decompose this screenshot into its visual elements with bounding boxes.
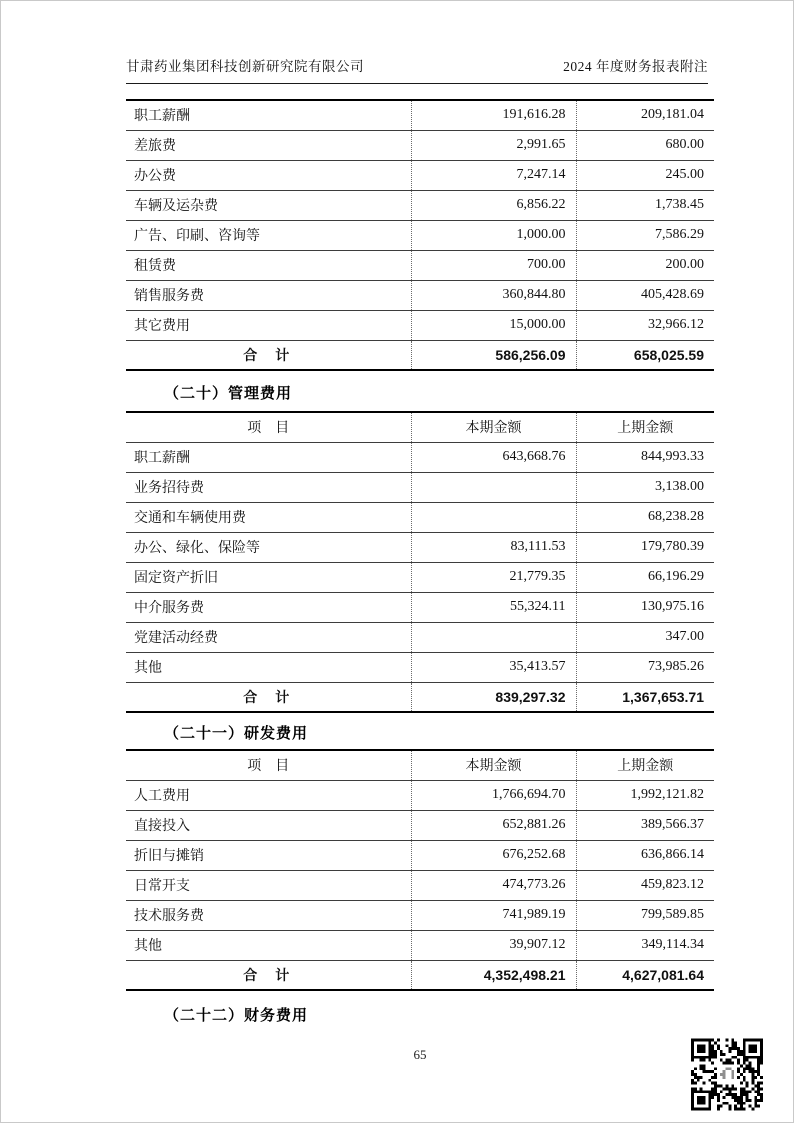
item-label-cell: 业务招待费 — [126, 472, 411, 502]
item-label-cell: 交通和车辆使用费 — [126, 502, 411, 532]
item-label-cell: 差旅费 — [126, 130, 411, 160]
current-amount-cell: 676,252.68 — [411, 840, 576, 870]
running-header — [126, 55, 708, 84]
item-label-cell: 租赁费 — [126, 250, 411, 280]
table-row — [126, 442, 714, 472]
item-label-cell: 折旧与摊销 — [126, 840, 411, 870]
prior-amount-cell: 347.00 — [576, 622, 714, 652]
table-row — [126, 220, 714, 250]
table-row — [126, 532, 714, 562]
item-label-cell: 技术服务费 — [126, 900, 411, 930]
current-amount-cell: 4,352,498.21 — [411, 960, 576, 990]
current-amount-cell: 35,413.57 — [411, 652, 576, 682]
prior-amount-cell: 245.00 — [576, 160, 714, 190]
prior-amount-cell: 32,966.12 — [576, 310, 714, 340]
expense-table-continued — [126, 99, 714, 371]
table-row — [126, 130, 714, 160]
table-row — [126, 810, 714, 840]
qr-code-icon — [691, 1038, 763, 1111]
prior-amount-cell: 68,238.28 — [576, 502, 714, 532]
current-amount-cell: 652,881.26 — [411, 810, 576, 840]
table-row — [126, 652, 714, 682]
table-row — [126, 592, 714, 622]
current-amount-cell: 21,779.35 — [411, 562, 576, 592]
prior-amount-cell: 844,993.33 — [576, 442, 714, 472]
table-row — [126, 100, 714, 130]
header-row — [126, 412, 714, 442]
table-row — [126, 930, 714, 960]
item-label-cell: 人工费用 — [134, 789, 190, 804]
item-label-cell: 销售服务费 — [126, 280, 411, 310]
current-amount-cell: 191,616.28 — [411, 100, 576, 130]
rd-expense-table-head — [126, 750, 714, 780]
table-row — [126, 870, 714, 900]
prior-amount-cell: 200.00 — [576, 250, 714, 280]
table-row — [126, 310, 714, 340]
item-label-cell: 其它费用 — [126, 310, 411, 340]
prior-amount-cell: 7,586.29 — [576, 220, 714, 250]
table-row — [126, 472, 714, 502]
item-label-cell: 合 计 — [126, 340, 411, 370]
prior-amount-cell: 66,196.29 — [576, 562, 714, 592]
current-amount-cell: 474,773.26 — [411, 870, 576, 900]
table-row — [126, 502, 714, 532]
current-amount-cell: 586,256.09 — [411, 340, 576, 370]
prior-amount-cell: 130,975.16 — [576, 592, 714, 622]
page-number: 65 — [413, 1047, 427, 1062]
table-row — [126, 160, 714, 190]
prior-amount-cell: 658,025.59 — [576, 340, 714, 370]
column-header-current: 本期金额 — [411, 412, 576, 442]
admin-expense-table — [126, 411, 714, 713]
header-row — [126, 750, 714, 780]
current-amount-cell: 839,297.32 — [411, 682, 576, 712]
current-amount-cell: 360,844.80 — [411, 280, 576, 310]
prior-amount-cell: 1,738.45 — [576, 190, 714, 220]
prior-amount-cell: 389,566.37 — [576, 810, 714, 840]
prior-amount-cell: 349,114.34 — [576, 930, 714, 960]
item-label-cell: 办公、绿化、保险等 — [126, 532, 411, 562]
current-amount-cell: 7,247.14 — [411, 160, 576, 190]
current-amount-cell: 643,668.76 — [411, 442, 576, 472]
current-amount-cell: 39,907.12 — [411, 930, 576, 960]
prior-amount-cell: 799,589.85 — [576, 900, 714, 930]
column-header-prior: 上期金额 — [576, 750, 714, 780]
table-row — [126, 250, 714, 280]
current-amount-cell: 83,111.53 — [411, 532, 576, 562]
item-label-cell: 固定资产折旧 — [126, 562, 411, 592]
section-heading-finance-expense: （二十二）财务费用 — [164, 1007, 309, 1024]
section-heading-rd-expense: （二十一）研发费用 — [164, 725, 309, 742]
current-amount-cell — [411, 472, 576, 502]
current-amount-cell: 2,991.65 — [411, 130, 576, 160]
admin-expense-table-head — [126, 412, 714, 442]
item-label-cell: 合 计 — [126, 682, 411, 712]
table-row — [126, 780, 714, 810]
item-label-cell: 职工薪酬 — [134, 451, 190, 466]
table-row — [126, 682, 714, 712]
current-amount-cell — [411, 622, 576, 652]
item-label-cell: 车辆及运杂费 — [126, 190, 411, 220]
current-amount-cell: 741,989.19 — [411, 900, 576, 930]
current-amount-cell: 15,000.00 — [411, 310, 576, 340]
current-amount-cell: 55,324.11 — [411, 592, 576, 622]
item-label-cell: 广告、印刷、咨询等 — [126, 220, 411, 250]
item-label-cell: 办公费 — [126, 160, 411, 190]
item-label-cell: 职工薪酬 — [134, 109, 190, 125]
prior-amount-cell: 1,992,121.82 — [576, 780, 714, 810]
prior-amount-cell: 459,823.12 — [576, 870, 714, 900]
column-header-current: 本期金额 — [411, 750, 576, 780]
prior-amount-cell: 680.00 — [576, 130, 714, 160]
document-title: 2024 年度财务报表附注 — [563, 59, 708, 74]
prior-amount-cell: 179,780.39 — [576, 532, 714, 562]
current-amount-cell: 700.00 — [411, 250, 576, 280]
company-name: 甘肃药业集团科技创新研究院有限公司 — [126, 59, 364, 74]
item-label-cell: 中介服务费 — [126, 592, 411, 622]
current-amount-cell — [411, 502, 576, 532]
item-label-cell: 日常开支 — [126, 870, 411, 900]
column-header-prior: 上期金额 — [576, 412, 714, 442]
prior-amount-cell: 636,866.14 — [576, 840, 714, 870]
current-amount-cell: 1,000.00 — [411, 220, 576, 250]
item-label-cell: 党建活动经费 — [126, 622, 411, 652]
item-label-cell: 合 计 — [126, 960, 411, 990]
rd-expense-table-body — [126, 780, 714, 990]
table-row — [126, 622, 714, 652]
item-label-cell: 其他 — [126, 652, 411, 682]
table-row — [126, 840, 714, 870]
prior-amount-cell: 3,138.00 — [576, 472, 714, 502]
item-label-cell: 直接投入 — [126, 810, 411, 840]
expense-table-body — [126, 100, 714, 370]
table-row — [126, 280, 714, 310]
admin-expense-table-body — [126, 442, 714, 712]
section-heading-admin-expense: （二十）管理费用 — [164, 385, 293, 402]
prior-amount-cell: 209,181.04 — [576, 100, 714, 130]
rd-expense-table — [126, 749, 714, 991]
item-label-cell: 其他 — [126, 930, 411, 960]
column-header-item: 项 目 — [126, 412, 411, 442]
prior-amount-cell: 1,367,653.71 — [576, 682, 714, 712]
table-row — [126, 900, 714, 930]
column-header-item: 项 目 — [126, 750, 411, 780]
current-amount-cell: 1,766,694.70 — [411, 780, 576, 810]
prior-amount-cell: 405,428.69 — [576, 280, 714, 310]
table-row — [126, 562, 714, 592]
prior-amount-cell: 4,627,081.64 — [576, 960, 714, 990]
table-row — [126, 960, 714, 990]
current-amount-cell: 6,856.22 — [411, 190, 576, 220]
prior-amount-cell: 73,985.26 — [576, 652, 714, 682]
table-row — [126, 190, 714, 220]
table-row — [126, 340, 714, 370]
